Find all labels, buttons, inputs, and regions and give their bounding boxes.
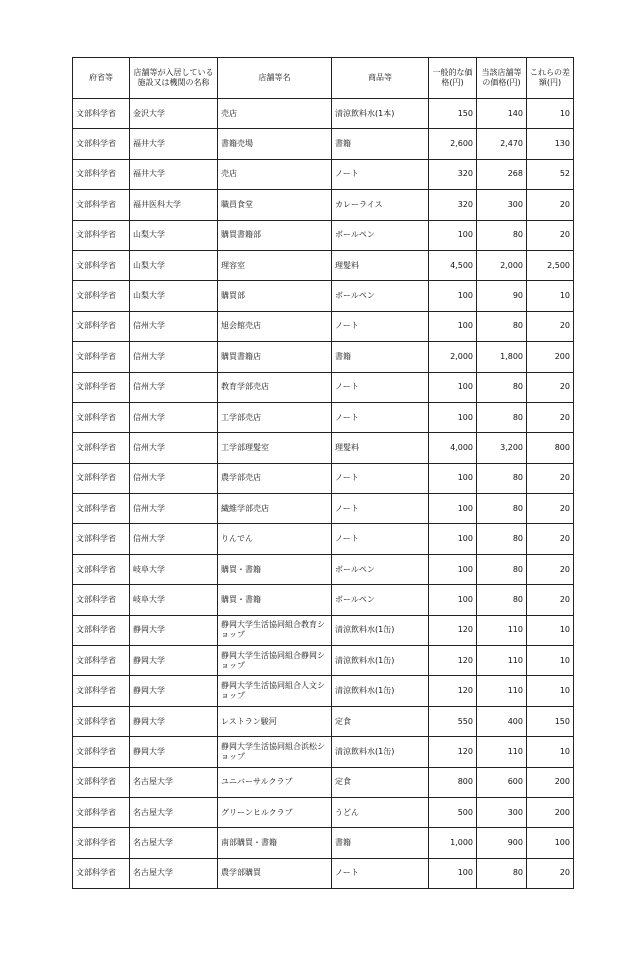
header-item: 商品等 [332,58,429,99]
cell-difference: 10 [527,99,574,129]
cell-item: 清涼飲料水(1缶) [332,646,429,676]
cell-difference: 2,500 [527,250,574,280]
cell-general-price: 4,000 [429,433,477,463]
cell-difference: 20 [527,524,574,554]
cell-shop: 購買書籍店 [218,342,332,372]
cell-difference: 20 [527,494,574,524]
cell-general-price: 4,500 [429,250,477,280]
cell-difference: 200 [527,342,574,372]
cell-ministry: 文部科学省 [73,706,130,736]
cell-general-price: 150 [429,99,477,129]
cell-facility: 金沢大学 [130,99,218,129]
cell-general-price: 2,000 [429,342,477,372]
cell-facility: 名古屋大学 [130,767,218,797]
cell-ministry: 文部科学省 [73,433,130,463]
cell-difference: 20 [527,463,574,493]
table-row [73,706,574,736]
cell-facility: 信州大学 [130,402,218,432]
cell-shop: 工学部売店 [218,402,332,432]
cell-item: うどん [332,797,429,827]
cell-facility: 静岡大学 [130,676,218,706]
cell-general-price: 120 [429,737,477,767]
cell-facility: 福井大学 [130,159,218,189]
cell-shop: 静岡大学生活協同組合教育ショップ [218,615,332,645]
cell-facility: 福井医科大学 [130,190,218,220]
cell-difference: 52 [527,159,574,189]
cell-item: ノート [332,494,429,524]
cell-ministry: 文部科学省 [73,220,130,250]
table-row [73,767,574,797]
cell-store-price: 80 [477,463,527,493]
cell-facility: 信州大学 [130,433,218,463]
cell-store-price: 110 [477,615,527,645]
cell-shop: 購買・書籍 [218,554,332,584]
cell-ministry: 文部科学省 [73,402,130,432]
cell-facility: 信州大学 [130,524,218,554]
cell-item: ボールペン [332,281,429,311]
table-body [73,99,574,889]
table-row [73,524,574,554]
cell-general-price: 100 [429,463,477,493]
cell-shop: 売店 [218,99,332,129]
cell-store-price: 3,200 [477,433,527,463]
cell-item: ボールペン [332,220,429,250]
cell-general-price: 120 [429,646,477,676]
cell-shop: 静岡大学生活協同組合人文ショップ [218,676,332,706]
cell-difference: 10 [527,676,574,706]
cell-facility: 静岡大学 [130,706,218,736]
cell-ministry: 文部科学省 [73,858,130,888]
cell-store-price: 80 [477,585,527,615]
cell-item: ノート [332,311,429,341]
cell-store-price: 110 [477,737,527,767]
cell-general-price: 120 [429,676,477,706]
cell-shop: 購買・書籍 [218,585,332,615]
cell-item: ノート [332,524,429,554]
header-general-price: 一般的な価格(円) [429,58,477,99]
table-header [73,58,574,99]
cell-general-price: 320 [429,190,477,220]
cell-facility: 山梨大学 [130,220,218,250]
cell-facility: 静岡大学 [130,615,218,645]
cell-shop: 購買部 [218,281,332,311]
cell-item: ノート [332,463,429,493]
table-row [73,676,574,706]
cell-facility: 名古屋大学 [130,797,218,827]
header-ministry: 府省等 [73,58,130,99]
table-row [73,311,574,341]
cell-difference: 20 [527,858,574,888]
cell-store-price: 80 [477,494,527,524]
cell-item: ノート [332,858,429,888]
cell-ministry: 文部科学省 [73,767,130,797]
table-row [73,737,574,767]
cell-store-price: 400 [477,706,527,736]
cell-shop: 職員食堂 [218,190,332,220]
cell-general-price: 100 [429,494,477,524]
cell-store-price: 300 [477,797,527,827]
cell-store-price: 600 [477,767,527,797]
cell-shop: 繊維学部売店 [218,494,332,524]
cell-facility: 名古屋大学 [130,828,218,858]
cell-store-price: 268 [477,159,527,189]
cell-ministry: 文部科学省 [73,524,130,554]
cell-ministry: 文部科学省 [73,342,130,372]
cell-ministry: 文部科学省 [73,159,130,189]
cell-shop: 工学部理髪室 [218,433,332,463]
cell-difference: 10 [527,737,574,767]
cell-difference: 20 [527,372,574,402]
cell-shop: りんでん [218,524,332,554]
table-row [73,99,574,129]
cell-store-price: 80 [477,524,527,554]
header-row [73,58,574,99]
cell-item: 清涼飲料水(1缶) [332,676,429,706]
cell-store-price: 110 [477,646,527,676]
cell-facility: 山梨大学 [130,250,218,280]
cell-difference: 10 [527,281,574,311]
cell-facility: 名古屋大学 [130,858,218,888]
cell-shop: 南部購買・書籍 [218,828,332,858]
cell-store-price: 2,470 [477,129,527,159]
table-row [73,828,574,858]
cell-item: 清涼飲料水(1本) [332,99,429,129]
cell-item: 定食 [332,706,429,736]
cell-ministry: 文部科学省 [73,129,130,159]
cell-difference: 130 [527,129,574,159]
cell-item: カレーライス [332,190,429,220]
cell-item: ノート [332,402,429,432]
cell-store-price: 900 [477,828,527,858]
table-row [73,281,574,311]
header-shop: 店舗等名 [218,58,332,99]
cell-general-price: 100 [429,372,477,402]
cell-facility: 信州大学 [130,372,218,402]
cell-ministry: 文部科学省 [73,281,130,311]
cell-shop: グリーンヒルクラブ [218,797,332,827]
cell-general-price: 100 [429,585,477,615]
cell-facility: 信州大学 [130,463,218,493]
cell-facility: 信州大学 [130,494,218,524]
cell-difference: 200 [527,767,574,797]
cell-store-price: 140 [477,99,527,129]
cell-item: 定食 [332,767,429,797]
cell-item: 理髪料 [332,433,429,463]
header-store-price: 当該店舗等の価格(円) [477,58,527,99]
cell-ministry: 文部科学省 [73,99,130,129]
price-comparison-table [72,57,574,889]
cell-difference: 20 [527,585,574,615]
cell-item: ノート [332,159,429,189]
cell-item: 清涼飲料水(1缶) [332,737,429,767]
cell-ministry: 文部科学省 [73,372,130,402]
cell-general-price: 120 [429,615,477,645]
header-difference: これらの差額(円) [527,58,574,99]
cell-ministry: 文部科学省 [73,676,130,706]
cell-ministry: 文部科学省 [73,797,130,827]
cell-store-price: 300 [477,190,527,220]
cell-ministry: 文部科学省 [73,494,130,524]
table-row [73,220,574,250]
cell-ministry: 文部科学省 [73,646,130,676]
cell-general-price: 100 [429,311,477,341]
cell-shop: 農学部売店 [218,463,332,493]
cell-ministry: 文部科学省 [73,828,130,858]
cell-ministry: 文部科学省 [73,190,130,220]
cell-facility: 静岡大学 [130,646,218,676]
table-row [73,463,574,493]
table-row [73,494,574,524]
table-row [73,858,574,888]
cell-store-price: 80 [477,858,527,888]
table-row [73,159,574,189]
table-row [73,615,574,645]
cell-ministry: 文部科学省 [73,311,130,341]
header-facility: 店舗等が入居している施設又は機関の名称 [130,58,218,99]
cell-general-price: 100 [429,220,477,250]
table-row [73,342,574,372]
cell-item: 清涼飲料水(1缶) [332,615,429,645]
table-row [73,129,574,159]
cell-difference: 150 [527,706,574,736]
cell-general-price: 100 [429,554,477,584]
table-row [73,190,574,220]
cell-store-price: 80 [477,311,527,341]
cell-shop: 購買書籍部 [218,220,332,250]
cell-difference: 200 [527,797,574,827]
cell-general-price: 100 [429,281,477,311]
cell-shop: 農学部購買 [218,858,332,888]
cell-facility: 信州大学 [130,342,218,372]
cell-general-price: 500 [429,797,477,827]
cell-store-price: 80 [477,372,527,402]
cell-item: ボールペン [332,585,429,615]
cell-shop: レストラン駿河 [218,706,332,736]
cell-facility: 岐阜大学 [130,585,218,615]
cell-item: ボールペン [332,554,429,584]
table-row [73,402,574,432]
cell-difference: 20 [527,190,574,220]
cell-general-price: 100 [429,858,477,888]
cell-store-price: 2,000 [477,250,527,280]
cell-item: 書籍 [332,129,429,159]
cell-shop: 書籍売場 [218,129,332,159]
table-row [73,433,574,463]
cell-facility: 岐阜大学 [130,554,218,584]
cell-store-price: 80 [477,402,527,432]
cell-item: ノート [332,372,429,402]
cell-difference: 100 [527,828,574,858]
cell-store-price: 1,800 [477,342,527,372]
cell-difference: 20 [527,220,574,250]
cell-facility: 福井大学 [130,129,218,159]
cell-store-price: 90 [477,281,527,311]
cell-difference: 20 [527,554,574,584]
cell-general-price: 1,000 [429,828,477,858]
cell-facility: 信州大学 [130,311,218,341]
cell-general-price: 550 [429,706,477,736]
cell-ministry: 文部科学省 [73,615,130,645]
table-row [73,250,574,280]
cell-shop: 売店 [218,159,332,189]
table-row [73,585,574,615]
cell-item: 書籍 [332,342,429,372]
cell-difference: 800 [527,433,574,463]
cell-shop: ユニバーサルクラブ [218,767,332,797]
cell-ministry: 文部科学省 [73,585,130,615]
cell-shop: 教育学部売店 [218,372,332,402]
cell-difference: 20 [527,311,574,341]
cell-item: 理髪料 [332,250,429,280]
cell-store-price: 110 [477,676,527,706]
cell-ministry: 文部科学省 [73,250,130,280]
cell-facility: 静岡大学 [130,737,218,767]
cell-general-price: 320 [429,159,477,189]
cell-item: 書籍 [332,828,429,858]
cell-shop: 静岡大学生活協同組合静岡ショップ [218,646,332,676]
cell-shop: 理容室 [218,250,332,280]
cell-general-price: 100 [429,402,477,432]
cell-difference: 10 [527,646,574,676]
cell-general-price: 800 [429,767,477,797]
table-row [73,797,574,827]
table-row [73,372,574,402]
cell-ministry: 文部科学省 [73,463,130,493]
cell-shop: 静岡大学生活協同組合浜松ショップ [218,737,332,767]
cell-facility: 山梨大学 [130,281,218,311]
cell-store-price: 80 [477,554,527,584]
cell-ministry: 文部科学省 [73,737,130,767]
cell-ministry: 文部科学省 [73,554,130,584]
cell-store-price: 80 [477,220,527,250]
cell-general-price: 2,600 [429,129,477,159]
cell-difference: 20 [527,402,574,432]
cell-difference: 10 [527,615,574,645]
table-row [73,646,574,676]
table-row [73,554,574,584]
cell-general-price: 100 [429,524,477,554]
cell-shop: 旭会館売店 [218,311,332,341]
